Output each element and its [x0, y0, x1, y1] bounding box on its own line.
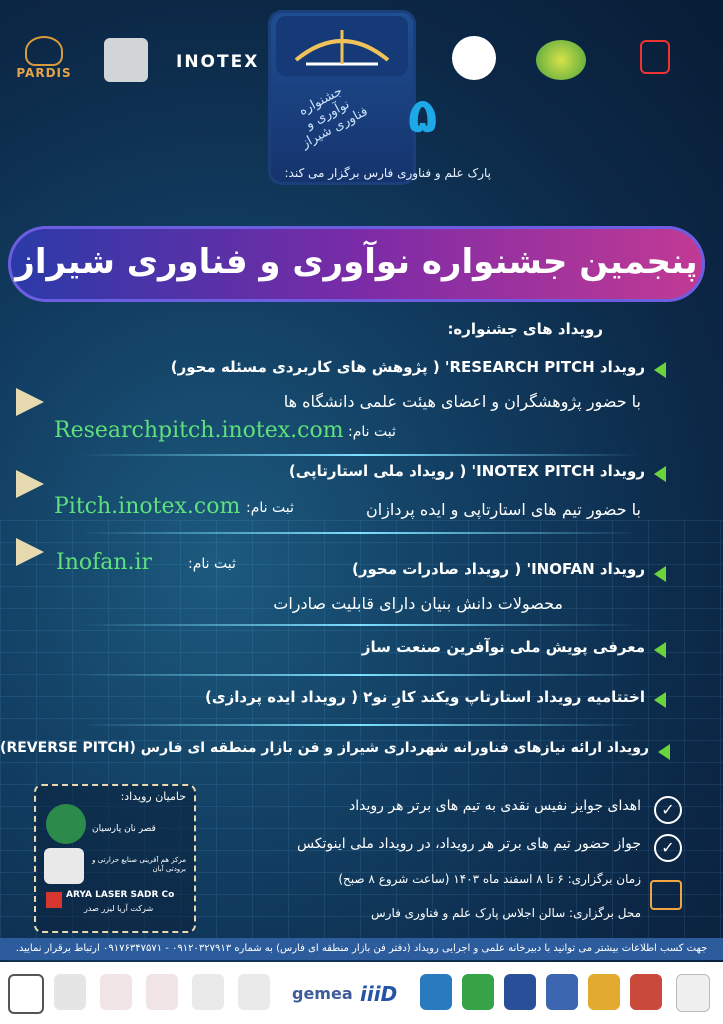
- footer-logo: [192, 974, 224, 1010]
- sponsor-1-name: قصر نان پارسیان: [92, 824, 156, 834]
- footer-logo: [238, 974, 270, 1010]
- event-2-register-label: ثبت نام:: [246, 500, 294, 516]
- footer-logo: [676, 974, 710, 1012]
- page-title: پنجمین جشنواره نوآوری و فناوری شیراز: [15, 242, 698, 282]
- science-park-logo: [536, 40, 586, 80]
- iiid-logo: iiiD: [360, 982, 398, 1006]
- footer-logo: [420, 974, 452, 1010]
- footer-logo: [504, 974, 536, 1010]
- prize-1: اهدای جوایز نفیس نقدی به تیم های برتر هر رویداد: [349, 798, 641, 814]
- sponsor-logo-puzzle: [44, 848, 84, 884]
- paper-plane-icon: [16, 388, 44, 416]
- footer-logo: [588, 974, 620, 1010]
- sponsor-3-name: ARYA LASER SADR Co: [66, 890, 175, 900]
- check-icon: ✓: [654, 834, 682, 862]
- emblem-calligraphy: جشنواره نوآوری و فناوری شیراز: [296, 83, 371, 152]
- events-header: رویداد های جشنواره:: [447, 320, 603, 338]
- event-6-title: رویداد ارائه نیازهای فناورانه شهرداری شیراز و فن بازار منطقه ای فارس (REVERSE PITCH): [0, 740, 649, 756]
- schedule-venue: محل برگزاری: سالن اجلاس پارک علم و فناوری فارس: [371, 906, 641, 920]
- divider: [80, 454, 640, 456]
- sponsor-logo-globe: [46, 804, 86, 844]
- divider: [80, 724, 640, 726]
- event-3-url[interactable]: Inofan.ir: [56, 550, 153, 575]
- event-3-subtitle: محصولات دانش بنیان دارای قابلیت صادرات: [273, 594, 563, 613]
- prize-2: جواز حضور تیم های برتر هر رویداد، در رویداد ملی اینوتکس: [296, 836, 641, 852]
- event-2-subtitle: با حضور تیم های استارتاپی و ایده پردازان: [365, 500, 641, 519]
- event-1-register-label: ثبت نام:: [348, 424, 396, 440]
- paper-plane-icon: [16, 538, 44, 566]
- sponsors-header: حامیان رویداد:: [120, 790, 186, 803]
- event-1-arrow-icon: [654, 362, 666, 378]
- divider: [80, 674, 640, 676]
- event-3-title: رویداد INOFAN' ( رویداد صادرات محور): [351, 560, 645, 578]
- check-icon: ✓: [654, 796, 682, 824]
- footer-logo: [462, 974, 494, 1010]
- event-1-subtitle: با حضور پژوهشگران و اعضای هیئت علمی دانشگاه ها: [283, 392, 641, 411]
- sponsors-box: [34, 784, 196, 933]
- inotex-logo: INOTEX: [176, 52, 260, 72]
- emblem-book-icon: [276, 16, 408, 76]
- contact-bar: جهت کسب اطلاعات بیشتر می توانید با دبیرخانه علمی و اجرایی رویداد (دفتر فن بازار منطقه ای فارس) به شماره ۰۹۱۲۰۳۲۷۹۱۳ - ۰۹۱۷۶۳۴۷۵۷۱ ارتباط برقرار نمایید.: [0, 938, 723, 960]
- event-1-title: رویداد RESEARCH PITCH' ( پژوهش های کاربردی مسئله محور): [170, 358, 645, 376]
- footer-logo: [630, 974, 662, 1010]
- event-5-title: اختتامیه رویداد استارتاپ ویکند کارِ نو۲ ( رویداد ایده پردازی): [204, 688, 645, 706]
- paper-plane-icon: [16, 470, 44, 498]
- iran-map-logo: [104, 38, 148, 82]
- divider: [80, 532, 640, 534]
- sponsor-4-name: شرکت آریا لیزر صدر: [84, 904, 154, 913]
- festival-emblem: [268, 10, 416, 185]
- event-2-url[interactable]: Pitch.inotex.com: [54, 494, 241, 519]
- event-4-arrow-icon: [654, 642, 666, 658]
- festival-number: ۵: [408, 88, 438, 144]
- event-3-arrow-icon: [654, 566, 666, 582]
- event-1-url[interactable]: Researchpitch.inotex.com: [54, 418, 344, 443]
- divider: [80, 624, 640, 626]
- schedule-time: زمان برگزاری: ۶ تا ۸ اسفند ماه ۱۴۰۳ (ساعت شروع ۸ صبح): [338, 872, 641, 886]
- footer-logo: [54, 974, 86, 1010]
- event-3-register-label: ثبت نام:: [188, 556, 236, 572]
- title-banner: [8, 226, 705, 302]
- event-2-arrow-icon: [654, 466, 666, 482]
- pardis-logo: PARDIS: [14, 36, 74, 86]
- calendar-icon: [650, 880, 682, 910]
- event-5-arrow-icon: [654, 692, 666, 708]
- footer-logo: [546, 974, 578, 1010]
- presidency-logo: [640, 40, 670, 74]
- event-6-arrow-icon: [658, 744, 670, 760]
- sponsor-2-name: مرکز هم آفرینی صنایع حرارتی و برودتی آبان: [92, 856, 186, 873]
- organizer-text: پارک علم و فناوری فارس برگزار می کند:: [284, 166, 491, 180]
- footer-logo: [100, 974, 132, 1010]
- event-2-title: رویداد INOTEX PITCH' ( رویداد ملی استارتاپی): [288, 462, 645, 480]
- tech-park-logo: [452, 36, 496, 80]
- gemea-logo: gemea: [292, 984, 353, 1003]
- footer-logo: [146, 974, 178, 1010]
- footer-logo: [8, 974, 44, 1014]
- event-4-title: معرفی پویش ملی نوآفرین صنعت ساز: [361, 638, 645, 656]
- sponsor-logo-arya: [46, 892, 62, 908]
